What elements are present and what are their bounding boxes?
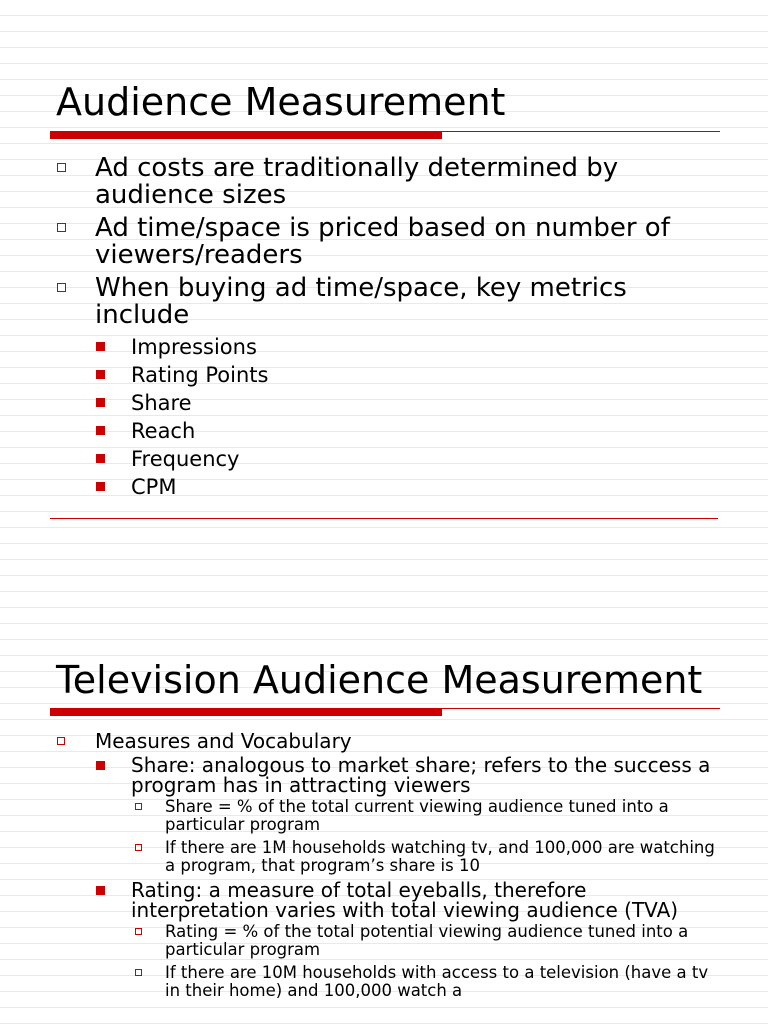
metric-item: Reach — [95, 417, 728, 445]
bullet-text: When buying ad time/space, key metrics include — [95, 273, 627, 330]
share-definition — [95, 755, 728, 875]
metric-item: Impressions — [95, 333, 728, 361]
slide-title: Television Audience Measurement — [56, 658, 703, 702]
title-underline-thin — [442, 708, 720, 709]
slide-title: Audience Measurement — [56, 80, 506, 124]
share-text: Share: analogous to market share; refers to the success a program has in attracting viewers — [131, 753, 711, 797]
bullet-text: Measures and Vocabulary — [95, 729, 352, 753]
vocabulary-sublist — [95, 755, 728, 1000]
bullet-text: Ad time/space is priced based on number of viewers/readers — [95, 213, 670, 270]
detail-item: Share = % of the total current viewing audience tuned into a particular program — [131, 798, 728, 834]
metric-item: Share — [95, 389, 728, 417]
bullet-text: Ad costs are traditionally determined by audience sizes — [95, 153, 619, 210]
title-underline-thick — [50, 708, 442, 716]
rating-definition — [95, 880, 728, 1000]
detail-item: If there are 1M households watching tv, and 100,000 are watching a program, that program’s share is 10 — [131, 839, 728, 875]
bullet-list — [0, 730, 768, 1005]
bullet-item — [0, 730, 728, 1000]
rating-details — [131, 923, 728, 1000]
metric-item: Frequency — [95, 445, 728, 473]
rating-text: Rating: a measure of total eyeballs, therefore interpretation varies with total viewing audience (TVA) — [131, 878, 679, 922]
metric-item: Rating Points — [95, 361, 728, 389]
detail-item: Rating = % of the total potential viewing audience tuned into a particular program — [131, 923, 728, 959]
detail-item: If there are 10M households with access to a television (have a tv in their home) and 100,000 watch a — [131, 964, 728, 1000]
share-details — [131, 798, 728, 875]
metric-item: CPM — [95, 473, 728, 501]
